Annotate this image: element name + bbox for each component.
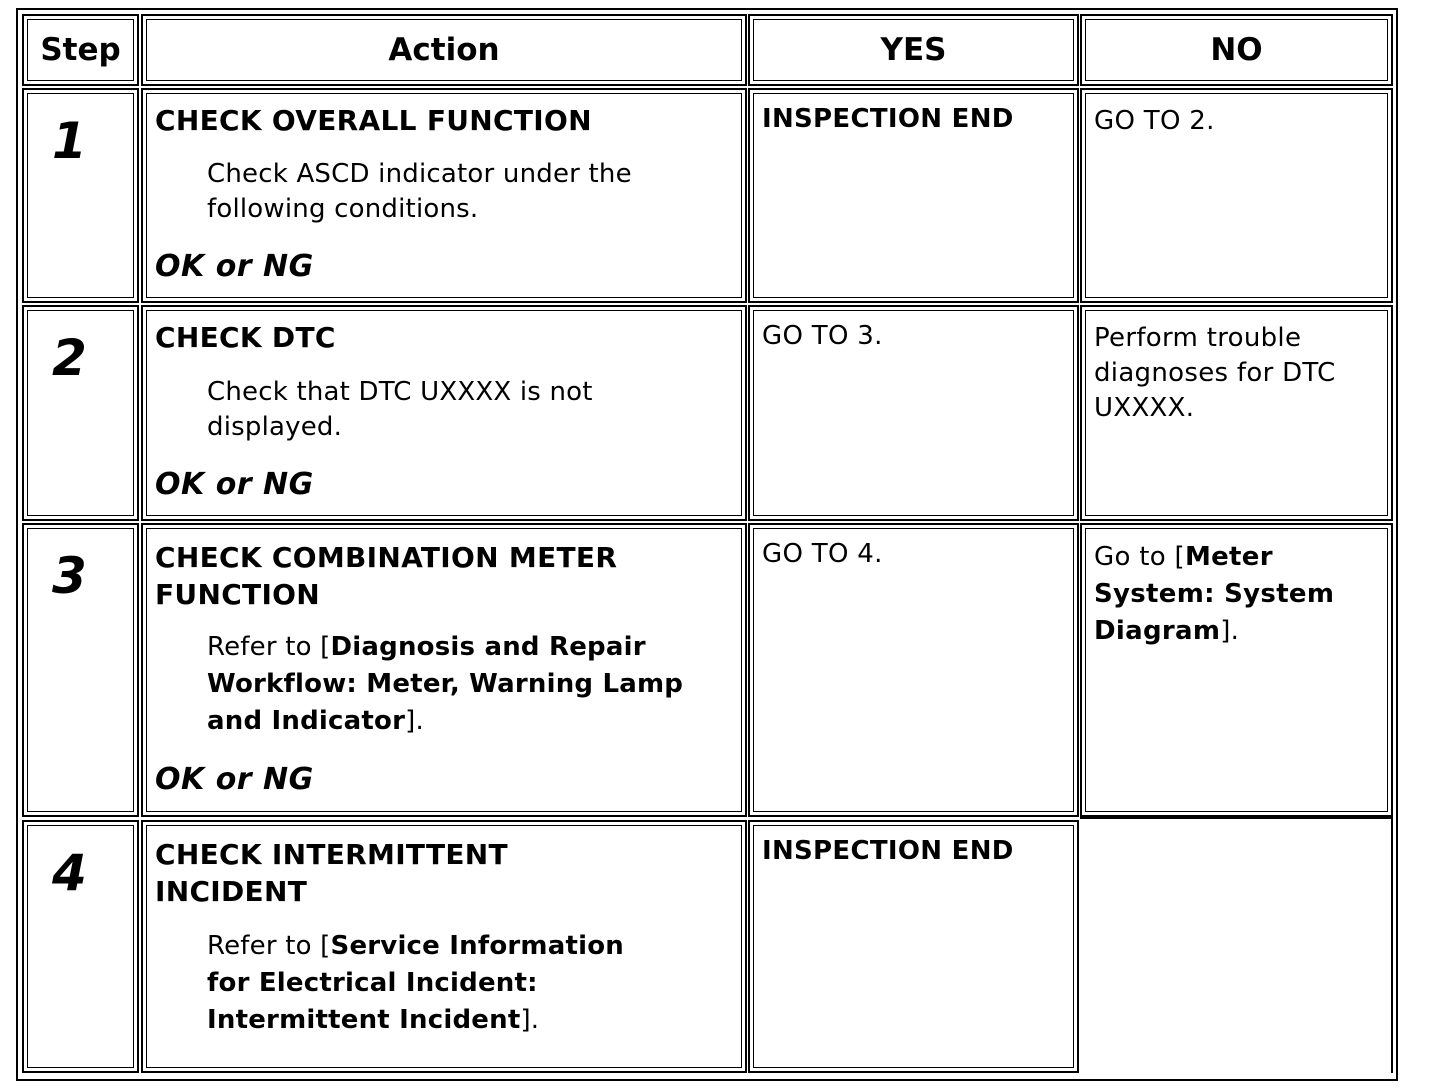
step-number: 1 — [52, 112, 87, 170]
table-row-2-no — [1080, 305, 1393, 521]
instruction-line — [207, 666, 683, 703]
no-result-line — [1094, 613, 1383, 650]
yes-result: INSPECTION END — [762, 836, 1014, 866]
table-row-2-action — [141, 305, 747, 521]
no-result-line — [1094, 576, 1383, 613]
table-row-4-no — [1080, 817, 1393, 1073]
header-yes — [748, 14, 1079, 86]
reference-link[interactable]: Diagnosis and Repair — [330, 632, 646, 662]
header-no — [1080, 14, 1393, 86]
table-row-2-yes — [748, 305, 1079, 521]
reference-link[interactable]: Service Information — [330, 931, 624, 961]
header-no-label: NO — [1210, 32, 1263, 68]
reference-link[interactable]: and Indicator — [207, 706, 406, 736]
title-line: CHECK COMBINATION METER — [155, 541, 618, 574]
table-row-1-action — [141, 88, 747, 303]
yes-result: GO TO 4. — [762, 539, 883, 569]
header-step — [22, 14, 139, 86]
step-title — [155, 539, 617, 613]
instruction-line — [207, 1002, 624, 1039]
title-line: CHECK INTERMITTENT — [155, 838, 508, 871]
step-number: 3 — [52, 547, 87, 605]
table-row-3-no — [1080, 523, 1393, 817]
table-row-3-yes — [748, 523, 1079, 817]
instruction-line — [207, 703, 683, 740]
table-row-4-yes — [748, 820, 1079, 1073]
reference-link[interactable]: Meter — [1184, 542, 1273, 572]
title-line: INCIDENT — [155, 875, 308, 908]
reference-link[interactable]: for Electrical Incident: — [207, 968, 538, 998]
instruction-line: Check that DTC UXXXX is not — [207, 377, 593, 407]
refer-prefix: Refer to [ — [207, 931, 331, 961]
refer-prefix: Refer to [ — [207, 632, 331, 662]
title-line: FUNCTION — [155, 578, 320, 611]
instruction-line: Check ASCD indicator under the — [207, 159, 632, 189]
step-number: 2 — [52, 329, 87, 387]
no-result-line: diagnoses for DTC — [1094, 358, 1336, 388]
reference-link[interactable]: Intermittent Incident — [207, 1005, 521, 1035]
yes-result: INSPECTION END — [762, 104, 1014, 134]
ok-or-ng-label: OK or NG — [155, 249, 314, 284]
no-result — [1094, 539, 1383, 650]
header-action — [141, 14, 747, 86]
table-row-1-no — [1080, 88, 1393, 303]
step-instruction — [207, 375, 593, 445]
table-row-1-step — [22, 88, 139, 303]
instruction-line — [207, 629, 683, 666]
instruction-line: following conditions. — [207, 194, 479, 224]
table-row-4-action — [141, 820, 747, 1073]
instruction-line — [207, 965, 624, 1002]
table-row-1-yes — [748, 88, 1079, 303]
header-action-label: Action — [388, 32, 500, 68]
refer-suffix: ]. — [520, 1005, 540, 1035]
no-result — [1094, 321, 1383, 426]
step-title: CHECK OVERALL FUNCTION — [155, 104, 592, 137]
table-row-3-action — [141, 523, 747, 817]
step-instruction — [207, 928, 624, 1039]
step-instruction — [207, 629, 683, 740]
no-result-line: Perform trouble — [1094, 323, 1302, 353]
ok-or-ng-label: OK or NG — [155, 467, 314, 502]
no-result: GO TO 2. — [1094, 106, 1215, 136]
header-yes-label: YES — [880, 32, 947, 68]
reference-link[interactable]: Diagram — [1094, 616, 1221, 646]
ok-or-ng-label: OK or NG — [155, 762, 314, 797]
yes-result: GO TO 3. — [762, 321, 883, 351]
step-instruction — [207, 157, 632, 227]
reference-link[interactable]: System: System — [1094, 579, 1335, 609]
step-number: 4 — [52, 844, 87, 902]
go-to-suffix: ]. — [1220, 616, 1240, 646]
table-row-2-step — [22, 305, 139, 521]
header-step-label: Step — [40, 32, 121, 68]
table-row-4-step — [22, 820, 139, 1073]
go-to-prefix: Go to [ — [1094, 542, 1185, 572]
reference-link[interactable]: Workflow: Meter, Warning Lamp — [207, 669, 684, 699]
step-title: CHECK DTC — [155, 321, 336, 354]
instruction-line: displayed. — [207, 412, 343, 442]
no-result-line: UXXXX. — [1094, 393, 1195, 423]
instruction-line — [207, 928, 624, 965]
step-title — [155, 836, 508, 910]
table-row-3-step — [22, 523, 139, 817]
no-result-line — [1094, 539, 1383, 576]
refer-suffix: ]. — [405, 706, 424, 736]
